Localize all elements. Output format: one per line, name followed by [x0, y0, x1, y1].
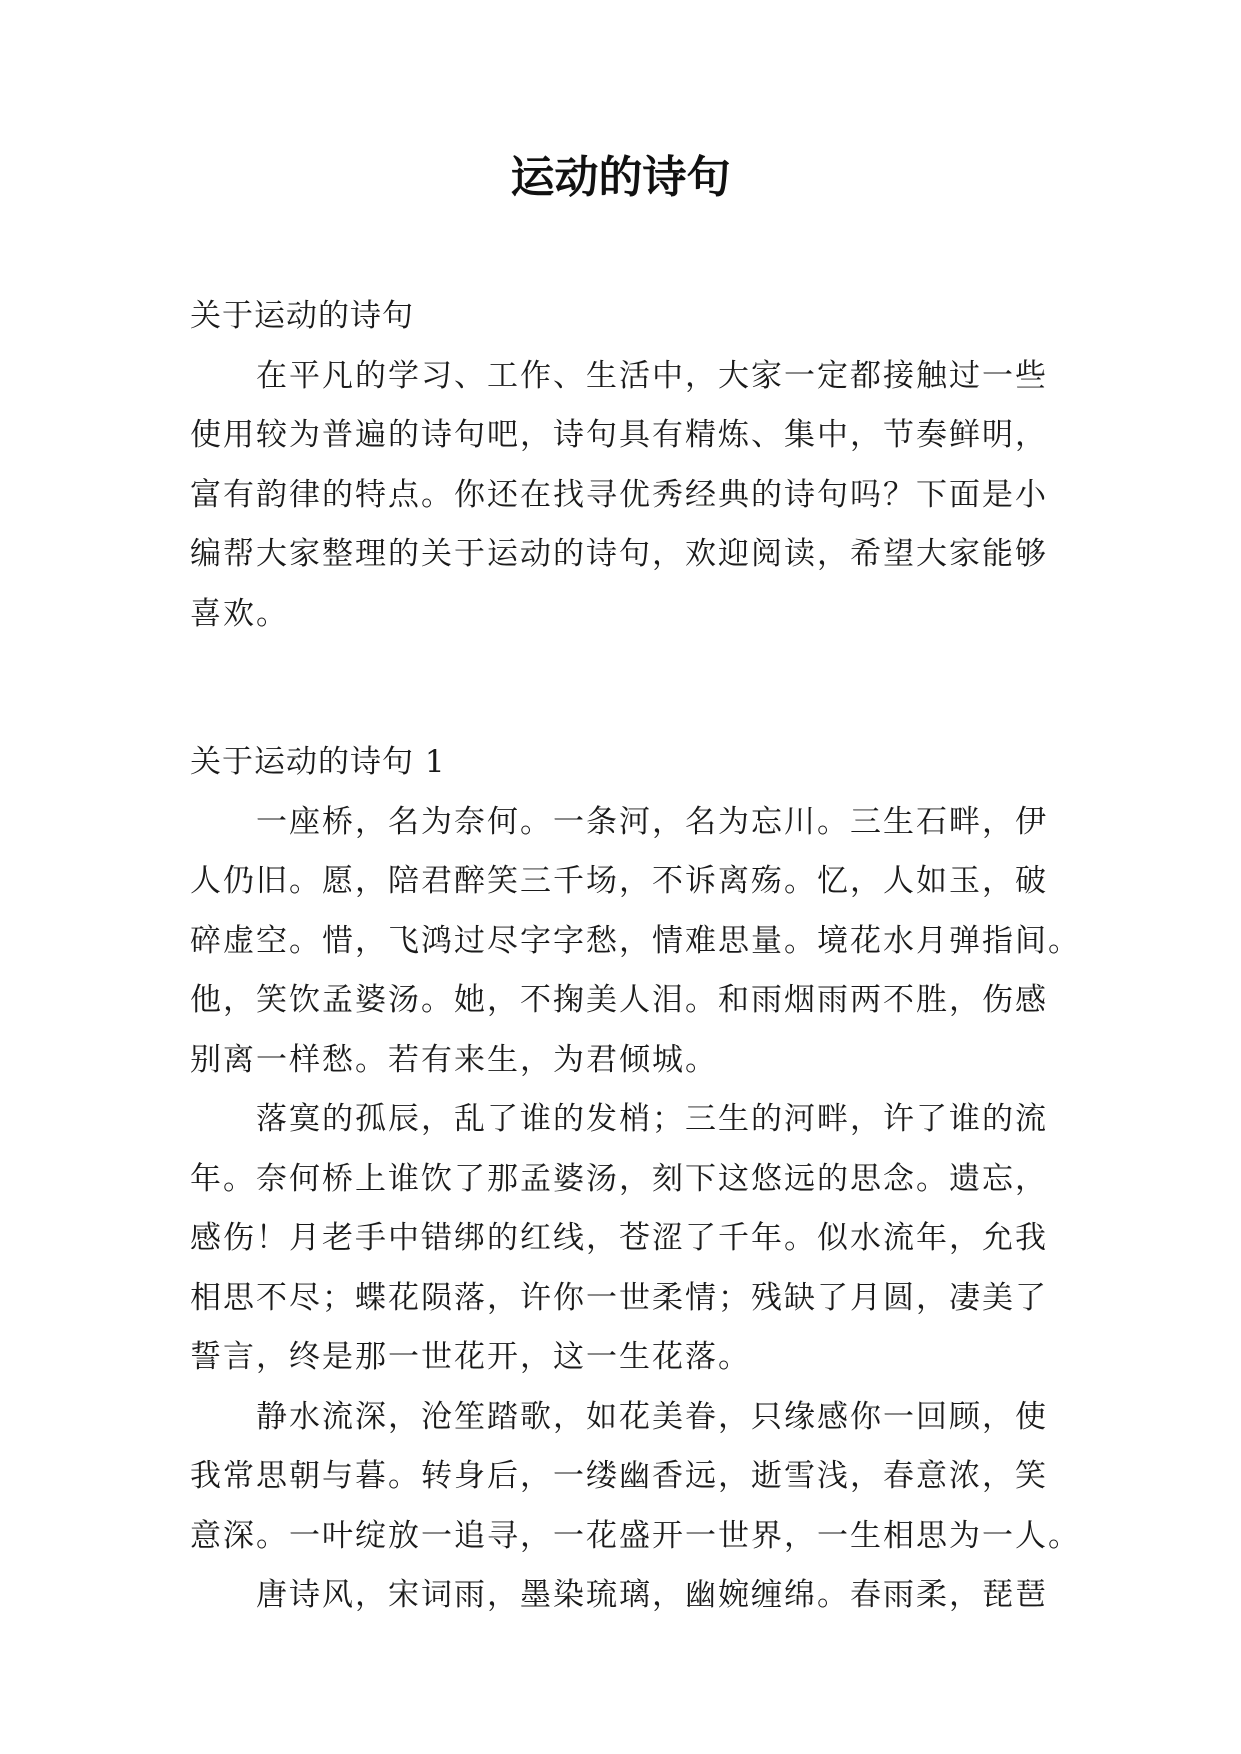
text-line: 碎虚空。惜，飞鸿过尽字字愁，情难思量。境花水月弹指间。 [190, 922, 1081, 959]
text-line: 我常思朝与暮。转身后，一缕幽香远，逝雪浅，春意浓，笑 [190, 1458, 1048, 1494]
section-paragraph [190, 793, 1081, 1091]
section-paragraph [190, 1388, 1081, 1567]
text-line: 一座桥，名为奈何。一条河，名为忘川。三生石畔，伊 [256, 803, 1048, 840]
text-line: 编帮大家整理的关于运动的诗句，欢迎阅读，希望大家能够 [190, 536, 1048, 572]
section-heading: 关于运动的诗句 1 [190, 744, 446, 780]
text-line: 富有韵律的特点。你还在找寻优秀经典的诗句吗？下面是小 [190, 476, 1048, 513]
text-line: 年。奈何桥上谁饮了那孟婆汤，刻下这悠远的思念。遗忘， [190, 1160, 1048, 1197]
intro-paragraph [190, 347, 1070, 645]
text-line: 誓言，终是那一世花开，这一生花落。 [190, 1339, 751, 1375]
text-line: 唐诗风，宋词雨，墨染琉璃，幽婉缠绵。春雨柔，琵琶 [256, 1577, 1048, 1613]
text-line: 落寞的孤辰，乱了谁的发梢；三生的河畔，许了谁的流 [256, 1101, 1048, 1137]
text-line: 在平凡的学习、工作、生活中，大家一定都接触过一些 [256, 357, 1048, 394]
text-line: 使用较为普遍的诗句吧，诗句具有精炼、集中，节奏鲜明， [190, 417, 1048, 453]
text-line: 人仍旧。愿，陪君醉笑三千场，不诉离殇。忆，人如玉，破 [190, 863, 1048, 899]
intro-heading: 关于运动的诗句 [190, 298, 414, 334]
section-paragraph [190, 1090, 1070, 1388]
text-line: 静水流深，沧笙踏歌，如花美眷，只缘感你一回顾，使 [256, 1398, 1048, 1435]
document-body [190, 287, 1081, 1626]
section-spacer [190, 644, 1070, 733]
text-line: 喜欢。 [190, 595, 289, 632]
text-line: 感伤！月老手中错绑的红线，苍涩了千年。似水流年，允我 [190, 1220, 1048, 1256]
text-line: 他，笑饮孟婆汤。她，不掬美人泪。和雨烟雨两不胜，伤感 [190, 982, 1048, 1018]
text-line: 意深。一叶绽放一追寻，一花盛开一世界，一生相思为一人。 [190, 1517, 1081, 1554]
document-title: 运动的诗句 [510, 152, 731, 203]
text-line: 相思不尽；蝶花陨落，许你一世柔情；残缺了月圆，凄美了 [190, 1279, 1048, 1316]
section-paragraph [190, 1566, 1070, 1626]
text-line: 别离一样愁。若有来生，为君倾城。 [190, 1041, 718, 1078]
